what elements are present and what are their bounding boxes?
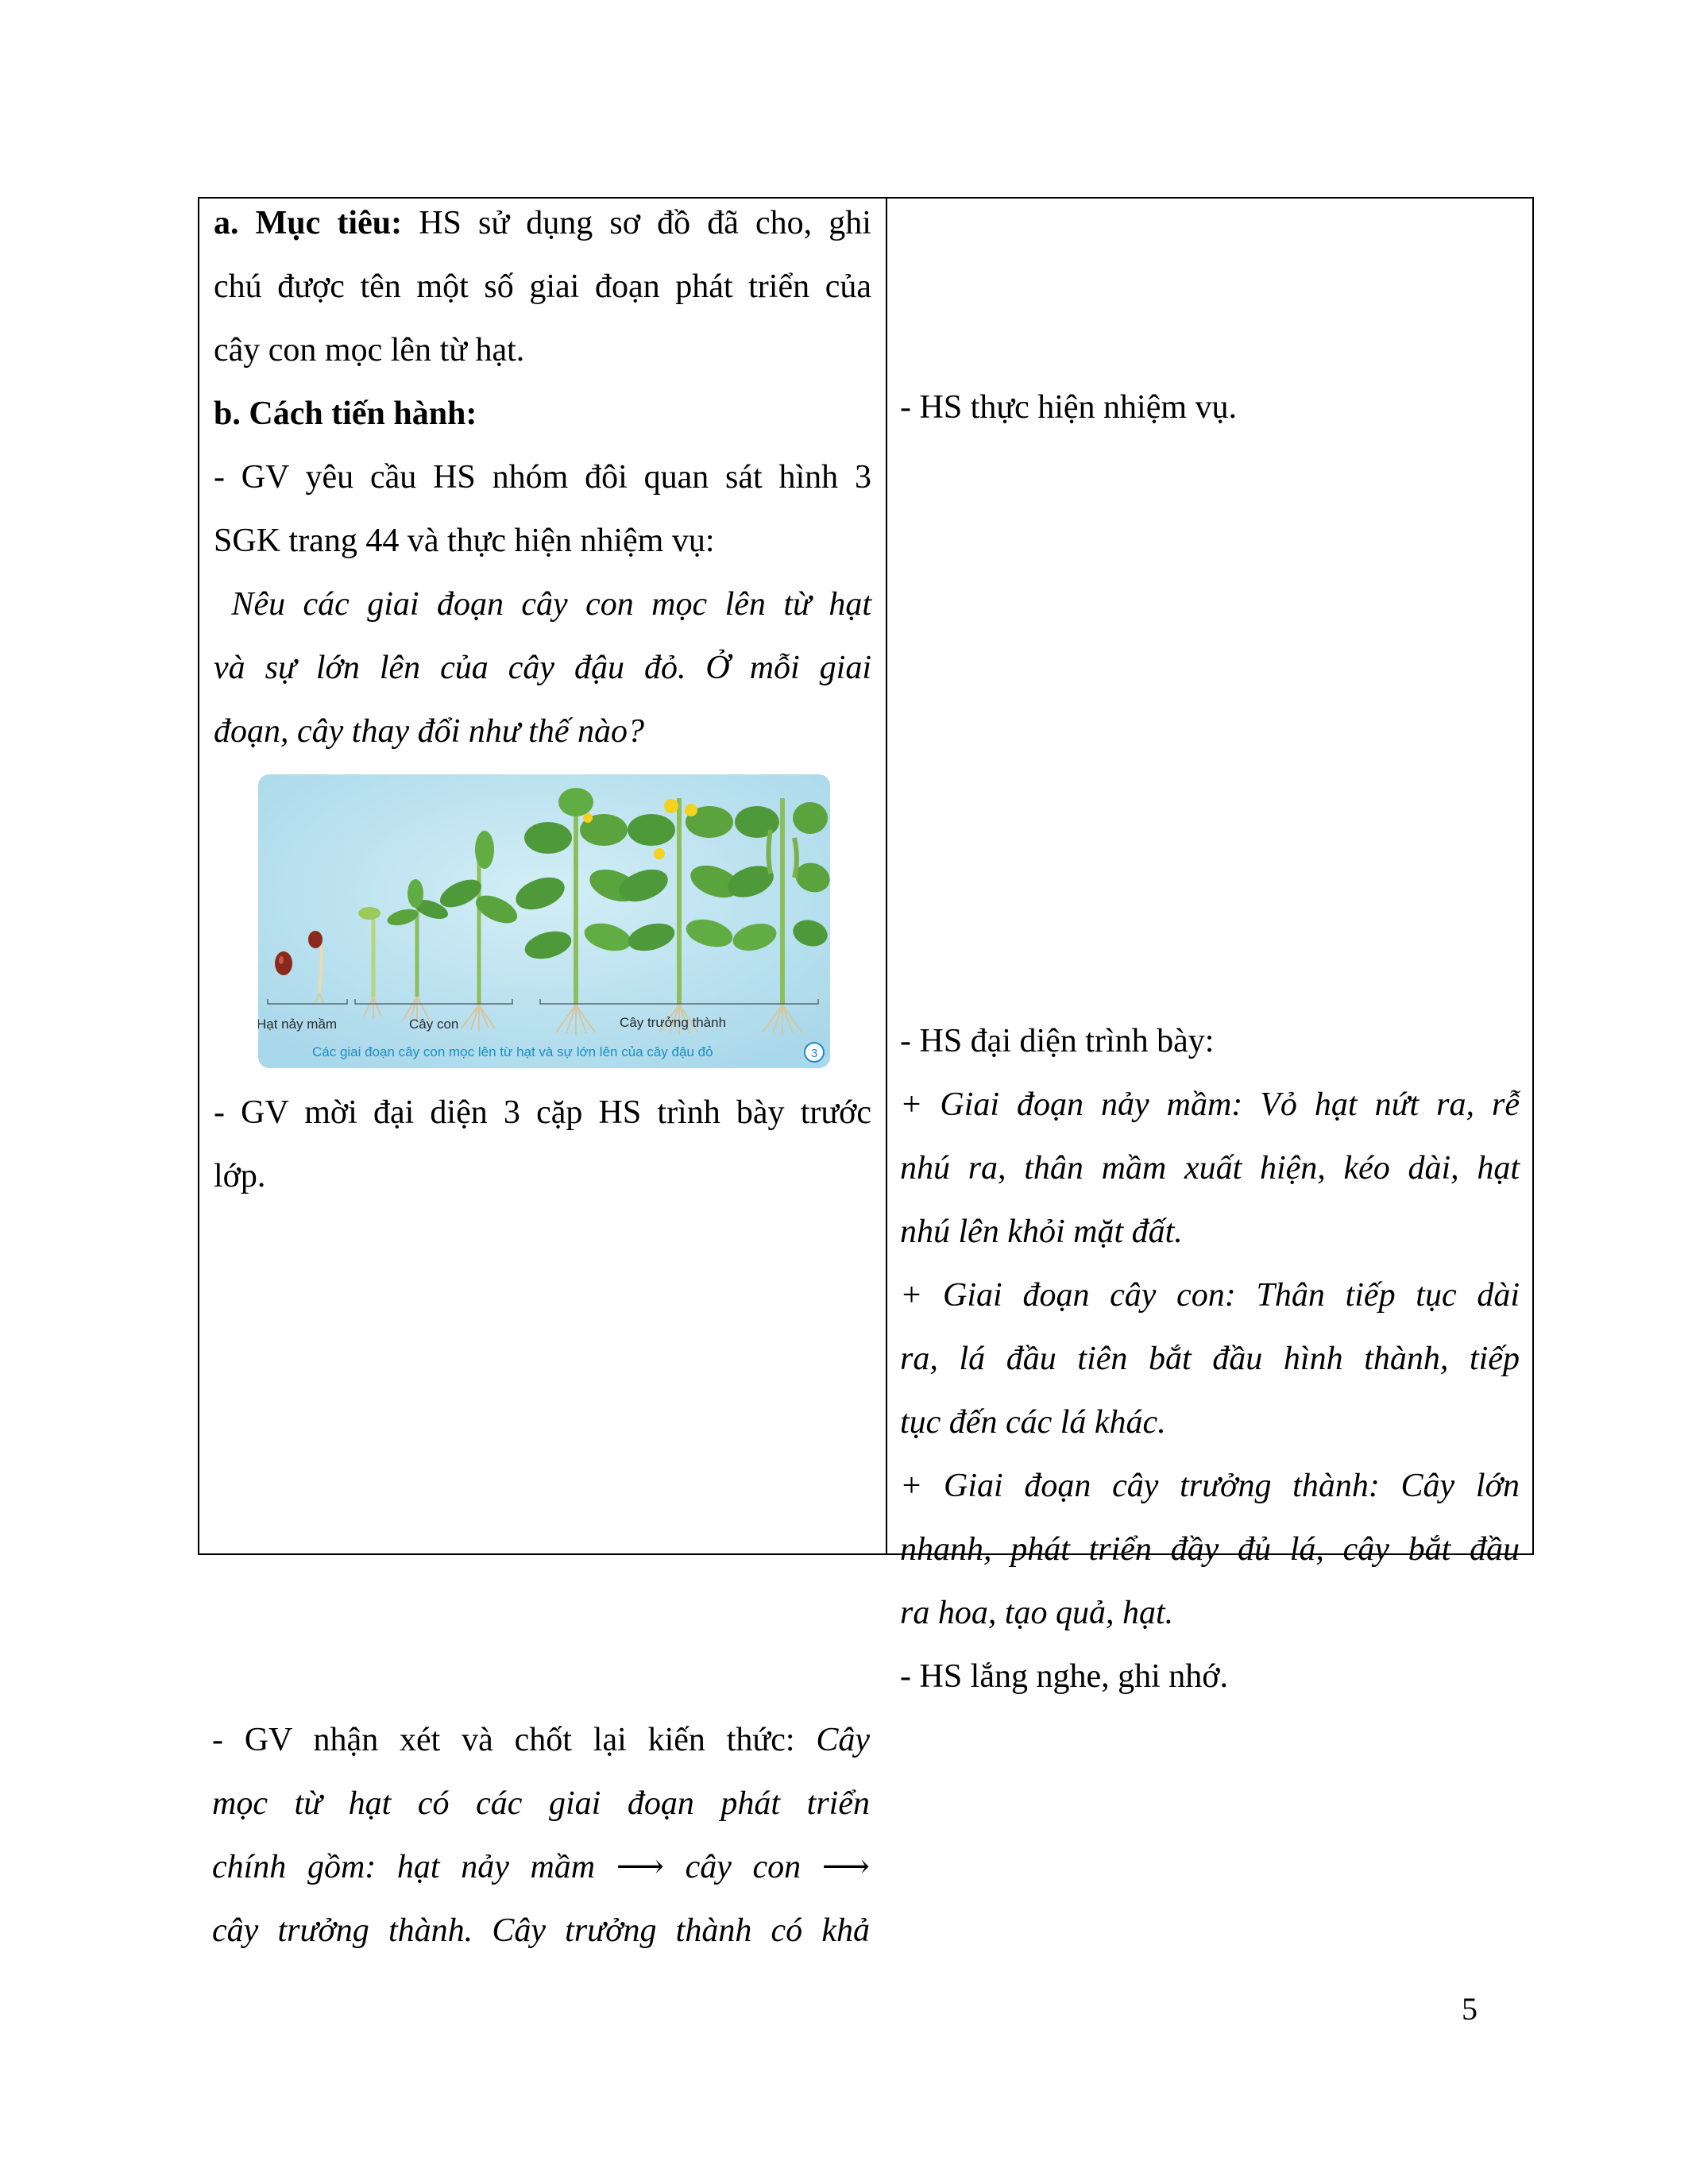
- stage-mature-line-1: + Giai đoạn cây trưởng thành: Cây lớn: [900, 1468, 1520, 1504]
- gv-conclude-line-1: - GV nhận xét và chốt lại kiến thức: Cây: [212, 1722, 870, 1758]
- hs-listen: - HS lắng nghe, ghi nhớ.: [900, 1658, 1229, 1695]
- objective-line-3: cây con mọc lên từ hạt.: [214, 332, 525, 369]
- figure-caption: Các giai đoạn cây con mọc lên từ hạt và sự lớn lên của cây đậu đỏ: [312, 1044, 713, 1059]
- objective-text-1: HS sử dụng sơ đồ đã cho, ghi: [402, 205, 871, 241]
- stage-mature-line-3: ra hoa, tạo quả, hạt.: [900, 1595, 1174, 1631]
- page-number: 5: [1462, 1991, 1477, 2027]
- gv-instruction-line-1: - GV yêu cầu HS nhóm đôi quan sát hình 3: [214, 459, 871, 496]
- figure-number: 3: [810, 1047, 818, 1060]
- gv-conclude-line-4: cây trưởng thành. Cây trưởng thành có khả: [212, 1912, 870, 1949]
- gv-instruction-line-2: SGK trang 44 và thực hiện nhiệm vụ:: [214, 523, 715, 559]
- task-line-2: và sự lớn lên của cây đậu đỏ. Ở mỗi giai: [214, 650, 871, 686]
- label-germinating: Hạt nảy mầm: [258, 1017, 338, 1032]
- gv-invite-line-2: lớp.: [214, 1158, 266, 1194]
- stage-seedling-line-3: tục đến các lá khác.: [900, 1404, 1166, 1441]
- hs-perform-task: - HS thực hiện nhiệm vụ.: [900, 389, 1238, 426]
- task-line-1: Nêu các giai đoạn cây con mọc lên từ hạt: [214, 586, 871, 623]
- stage-mature-line-2: nhanh, phát triển đầy đủ lá, cây bắt đầu: [900, 1531, 1520, 1568]
- procedure-label: b. Cách tiến hành:: [214, 396, 477, 432]
- stage-germination-line-1: + Giai đoạn nảy mầm: Vỏ hạt nứt ra, rễ: [900, 1086, 1520, 1123]
- task-line-3: đoạn, cây thay đổi như thế nào?: [214, 713, 644, 750]
- hs-present: - HS đại diện trình bày:: [900, 1023, 1215, 1059]
- stage-seedling-line-2: ra, lá đầu tiên bắt đầu hình thành, tiếp: [900, 1341, 1520, 1377]
- gv-invite-line-1: - GV mời đại diện 3 cặp HS trình bày trước: [214, 1094, 871, 1131]
- stage-germination-line-3: nhú lên khỏi mặt đất.: [900, 1214, 1183, 1250]
- stage-seedling-line-1: + Giai đoạn cây con: Thân tiếp tục dài: [900, 1277, 1520, 1314]
- stage-germination-line-2: nhú ra, thân mầm xuất hiện, kéo dài, hạt: [900, 1150, 1520, 1187]
- objective-label: a. Mục tiêu:: [214, 205, 403, 241]
- gv-conclude-line-2: mọc từ hạt có các giai đoạn phát triển: [212, 1785, 870, 1822]
- gv-conclude-line-3: chính gồm: hạt nảy mầm ⟶ cây con ⟶: [212, 1849, 870, 1885]
- label-mature: Cây trưởng thành: [620, 1015, 727, 1030]
- objective-line-2: chú được tên một số giai đoạn phát triển của: [214, 268, 871, 305]
- label-seedling: Cây con: [409, 1017, 459, 1032]
